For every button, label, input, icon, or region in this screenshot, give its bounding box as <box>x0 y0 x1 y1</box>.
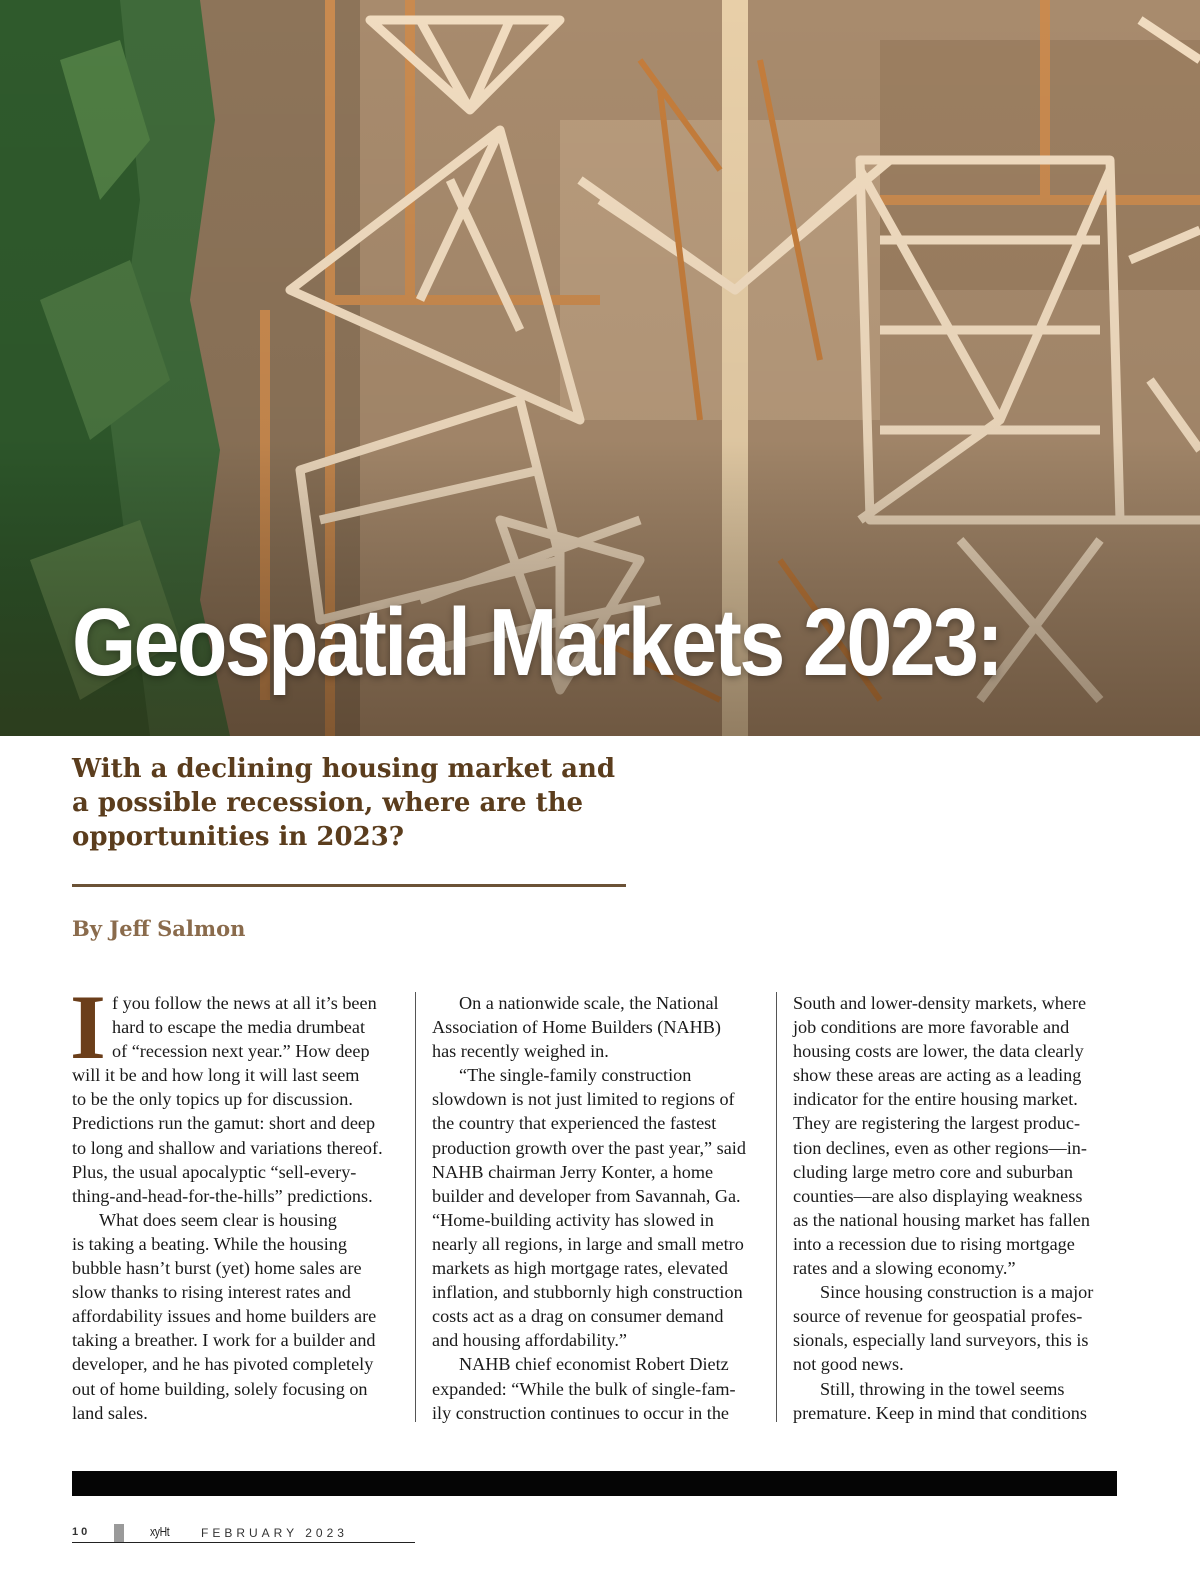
body-line: cluding large metro core and suburban <box>793 1161 1073 1182</box>
body-line: sionals, especially land surveyors, this is <box>793 1330 1089 1351</box>
column-divider <box>776 992 777 1422</box>
body-line: Plus, the usual apocalyptic “sell-every- <box>72 1161 357 1182</box>
column-divider <box>415 992 416 1422</box>
footer-rule <box>72 1542 415 1543</box>
drop-cap: I <box>70 976 106 1078</box>
body-line: NAHB chairman Jerry Konter, a home <box>432 1161 714 1182</box>
body-column-1 <box>70 976 402 1425</box>
body-line: of “recession next year.” How deep <box>112 1041 370 1062</box>
byline: By Jeff Salmon <box>72 916 246 941</box>
body-line: thing-and-head-for-the-hills” predictions. <box>72 1185 373 1206</box>
body-line: What does seem clear is housing <box>99 1209 337 1230</box>
body-line: hard to escape the media drumbeat <box>112 1017 365 1038</box>
hero-image <box>0 0 1200 736</box>
body-line: has recently weighed in. <box>432 1041 609 1062</box>
body-line: Since housing construction is a major <box>820 1282 1094 1303</box>
body-line: bubble hasn’t burst (yet) home sales are <box>72 1258 362 1279</box>
body-line: show these areas are acting as a leading <box>793 1065 1082 1086</box>
body-line: and housing affordability.” <box>432 1330 627 1351</box>
body-line: to long and shallow and variations thereof. <box>72 1137 383 1158</box>
body-line: indicator for the entire housing market. <box>793 1089 1078 1110</box>
body-line: developer, and he has pivoted completely <box>72 1354 374 1375</box>
body-line: markets as high mortgage rates, elevated <box>432 1258 728 1279</box>
body-line: NAHB chief economist Robert Dietz <box>459 1354 729 1375</box>
body-line: slow thanks to rising interest rates and <box>72 1282 351 1303</box>
issue-date: FEBRUARY 2023 <box>201 1526 348 1540</box>
body-line: counties—are also displaying weakness <box>793 1185 1083 1206</box>
body-line: builder and developer from Savannah, Ga. <box>432 1185 741 1206</box>
footer-marker <box>114 1524 124 1542</box>
body-line: Still, throwing in the towel seems <box>820 1378 1065 1399</box>
body-line: will it be and how long it will last seem <box>72 1065 360 1086</box>
body-line: inflation, and stubbornly high construction <box>432 1282 743 1303</box>
body-column-3 <box>793 991 1128 1425</box>
body-line: Predictions run the gamut: short and deep <box>72 1113 376 1134</box>
body-line: production growth over the past year,” said <box>432 1137 746 1158</box>
body-line: On a nationwide scale, the National <box>459 993 719 1013</box>
body-line: They are registering the largest produc- <box>793 1113 1081 1134</box>
body-line: expanded: “While the bulk of single-fam- <box>432 1378 736 1399</box>
body-line: as the national housing market has fallen <box>793 1209 1090 1230</box>
body-line: not good news. <box>793 1354 904 1375</box>
body-line: job conditions are more favorable and <box>793 1017 1070 1038</box>
page-number: 10 <box>72 1526 91 1538</box>
body-line: “The single-family construction <box>459 1065 692 1086</box>
body-line: taking a breather. I work for a builder and <box>72 1330 376 1351</box>
body-line: costs act as a drag on consumer demand <box>432 1306 724 1327</box>
article-deck: With a declining housing market and a possible recession, where are the opportunities in 2023? <box>72 754 616 852</box>
body-column-2 <box>432 991 767 1425</box>
body-line: to be the only topics up for discussion. <box>72 1089 353 1110</box>
body-line: into a recession due to rising mortgage <box>793 1233 1075 1254</box>
body-line: source of revenue for geospatial profes- <box>793 1306 1083 1327</box>
body-line: ily construction continues to occur in the <box>432 1402 729 1423</box>
body-line: slowdown is not just limited to regions of <box>432 1089 735 1110</box>
body-line: f you follow the news at all it’s been <box>112 993 377 1013</box>
body-line: housing costs are lower, the data clearly <box>793 1041 1084 1062</box>
body-line: rates and a slowing economy.” <box>793 1258 1016 1279</box>
body-line: is taking a beating. While the housing <box>72 1233 347 1254</box>
body-line: “Home-building activity has slowed in <box>432 1209 714 1230</box>
body-line: nearly all regions, in large and small metro <box>432 1233 744 1254</box>
body-line: Association of Home Builders (NAHB) <box>432 1017 721 1038</box>
deck-divider <box>72 884 626 887</box>
body-line: the country that experienced the fastest <box>432 1113 717 1134</box>
magazine-name: xyHt <box>150 1524 170 1539</box>
body-line: affordability issues and home builders are <box>72 1306 377 1327</box>
article-title: Geospatial Markets 2023: <box>72 589 1002 696</box>
body-line: South and lower-density markets, where <box>793 993 1087 1013</box>
body-line: out of home building, solely focusing on <box>72 1378 368 1399</box>
body-line: premature. Keep in mind that conditions <box>793 1402 1087 1423</box>
body-line: land sales. <box>72 1402 148 1423</box>
footer-bar <box>72 1471 1117 1496</box>
body-line: tion declines, even as other regions—in- <box>793 1137 1087 1158</box>
